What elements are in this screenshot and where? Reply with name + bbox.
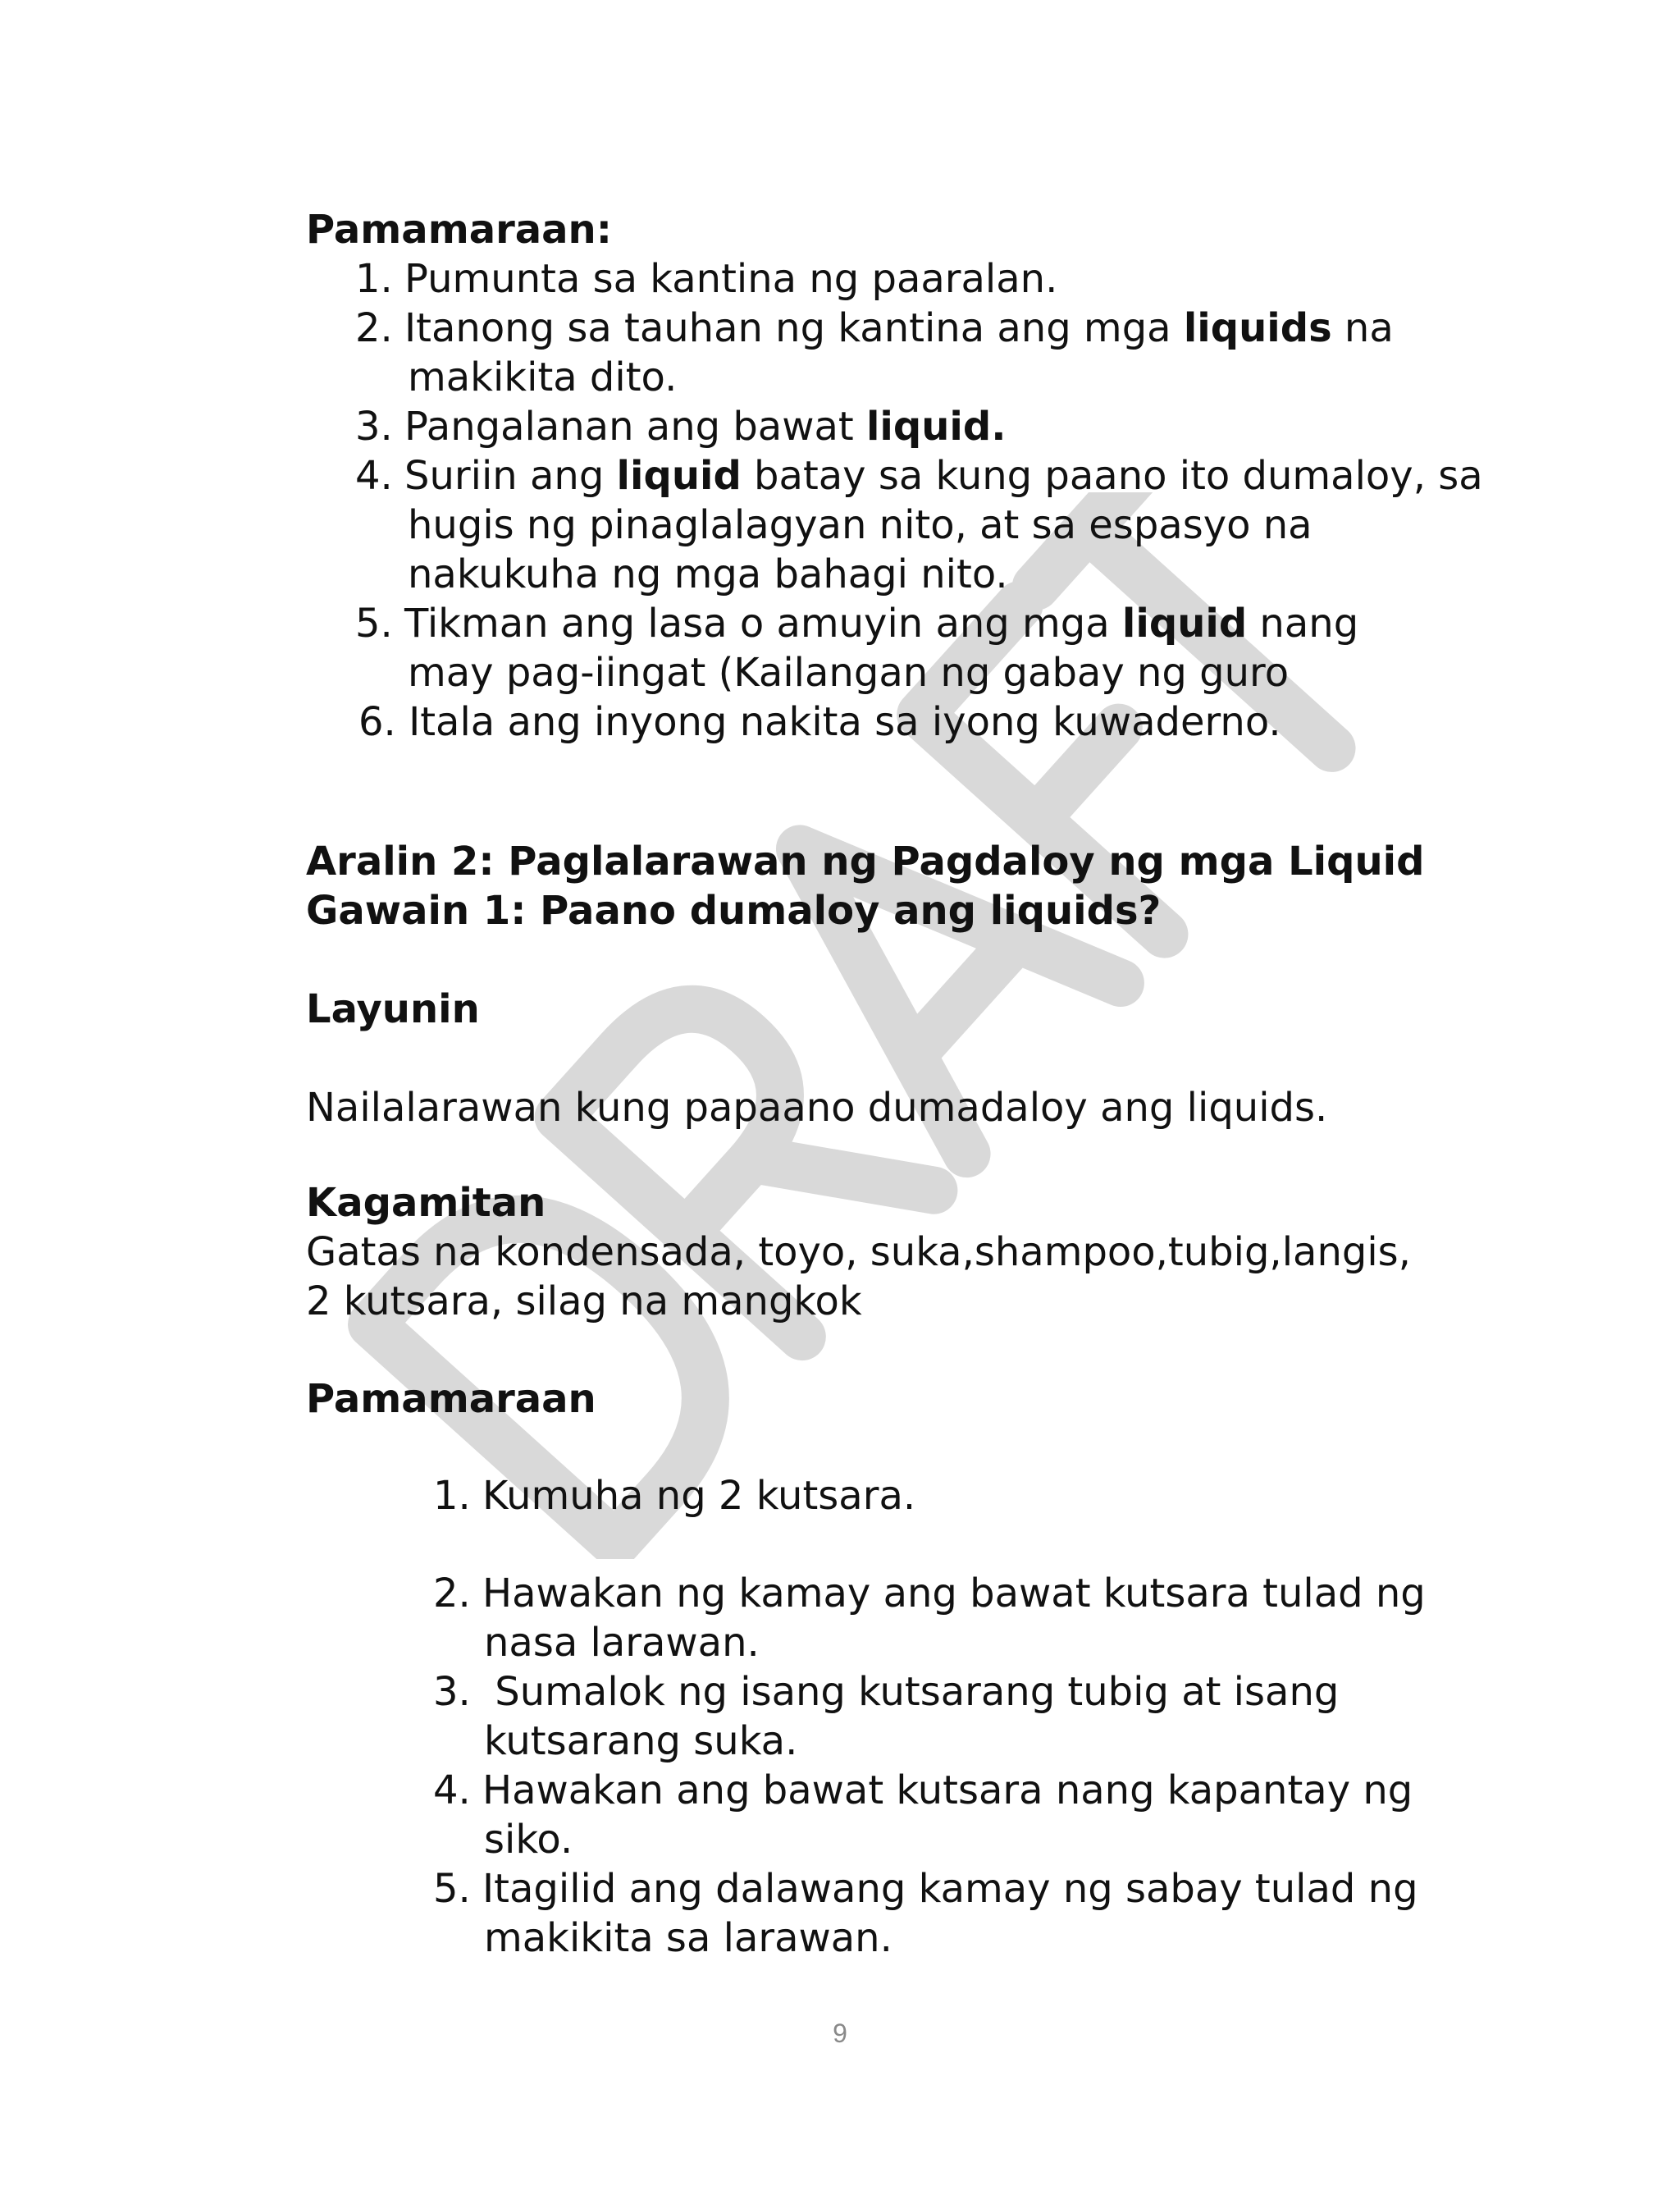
keyword-liquids: liquids <box>1183 305 1332 351</box>
section2-step-5: 5. Itagilid ang dalawang kamay ng sabay tulad ng <box>433 1866 1418 1912</box>
section1-step-6: 6. Itala ang inyong nakita sa iyong kuwaderno. <box>358 699 1281 745</box>
activity-title: Gawain 1: Paano dumaloy ang liquids? <box>306 888 1162 934</box>
step-number: 4. <box>433 1767 471 1813</box>
step-number: 2. <box>355 305 393 351</box>
step-number: 3. <box>433 1669 471 1715</box>
section2-step-2-cont: nasa larawan. <box>484 1620 760 1666</box>
section2-step-3-cont: kutsarang suka. <box>484 1718 798 1764</box>
keyword-liquid: liquid. <box>865 404 1007 450</box>
section1-step-4: 4. Suriin ang liquid batay sa kung paano ito dumaloy, sa <box>355 453 1483 499</box>
lesson-title: Aralin 2: Paglalarawan ng Pagdaloy ng mga Liquid <box>306 839 1425 885</box>
step-number: 5. <box>355 601 393 647</box>
section2-heading: Pamamaraan <box>306 1376 596 1422</box>
keyword-liquid: liquid <box>1121 601 1248 647</box>
section1-step-5: 5. Tikman ang lasa o amuyin ang mga liquid nang <box>355 601 1359 647</box>
section2-step-1: 1. Kumuha ng 2 kutsara. <box>433 1473 916 1519</box>
objective-heading: Layunin <box>306 986 480 1032</box>
step-number: 1. <box>433 1473 471 1519</box>
section1-step-3: 3. Pangalanan ang bawat liquid. <box>355 404 1007 450</box>
section1-step-4-cont: nakukuha ng mga bahagi nito. <box>408 551 1008 597</box>
step-number: 4. <box>355 453 393 499</box>
step-number: 5. <box>433 1866 471 1912</box>
section2-step-3: 3. Sumalok ng isang kutsarang tubig at isang <box>433 1669 1340 1715</box>
step-number: 1. <box>355 256 393 302</box>
section2-step-4-cont: siko. <box>484 1817 573 1863</box>
materials-heading: Kagamitan <box>306 1180 546 1226</box>
keyword-liquid: liquid <box>616 453 742 499</box>
step-number: 2. <box>433 1570 471 1616</box>
section1-step-5-cont: may pag-iingat (Kailangan ng gabay ng guro <box>408 650 1290 696</box>
objective-text: Nailalarawan kung papaano dumadaloy ang liquids. <box>306 1085 1328 1131</box>
section2-step-4: 4. Hawakan ang bawat kutsara nang kapantay ng <box>433 1767 1413 1813</box>
materials-line-1: Gatas na kondensada, toyo, suka,shampoo,tubig,langis, <box>306 1229 1411 1275</box>
section1-step-1: 1. Pumunta sa kantina ng paaralan. <box>355 256 1058 302</box>
page-number: 9 <box>833 2019 847 2048</box>
step-number: 6. <box>358 699 396 745</box>
section1-heading: Pamamaraan: <box>306 207 612 253</box>
materials-line-2: 2 kutsara, silag na mangkok <box>306 1278 862 1324</box>
section2-step-2: 2. Hawakan ng kamay ang bawat kutsara tulad ng <box>433 1570 1426 1616</box>
section1-step-4-cont: hugis ng pinaglalagyan nito, at sa espasyo na <box>408 502 1312 548</box>
section1-step-2-cont: makikita dito. <box>408 354 678 400</box>
step-number: 3. <box>355 404 393 450</box>
section1-step-2: 2. Itanong sa tauhan ng kantina ang mga liquids na <box>355 305 1394 351</box>
section2-step-5-cont: makikita sa larawan. <box>484 1915 892 1961</box>
